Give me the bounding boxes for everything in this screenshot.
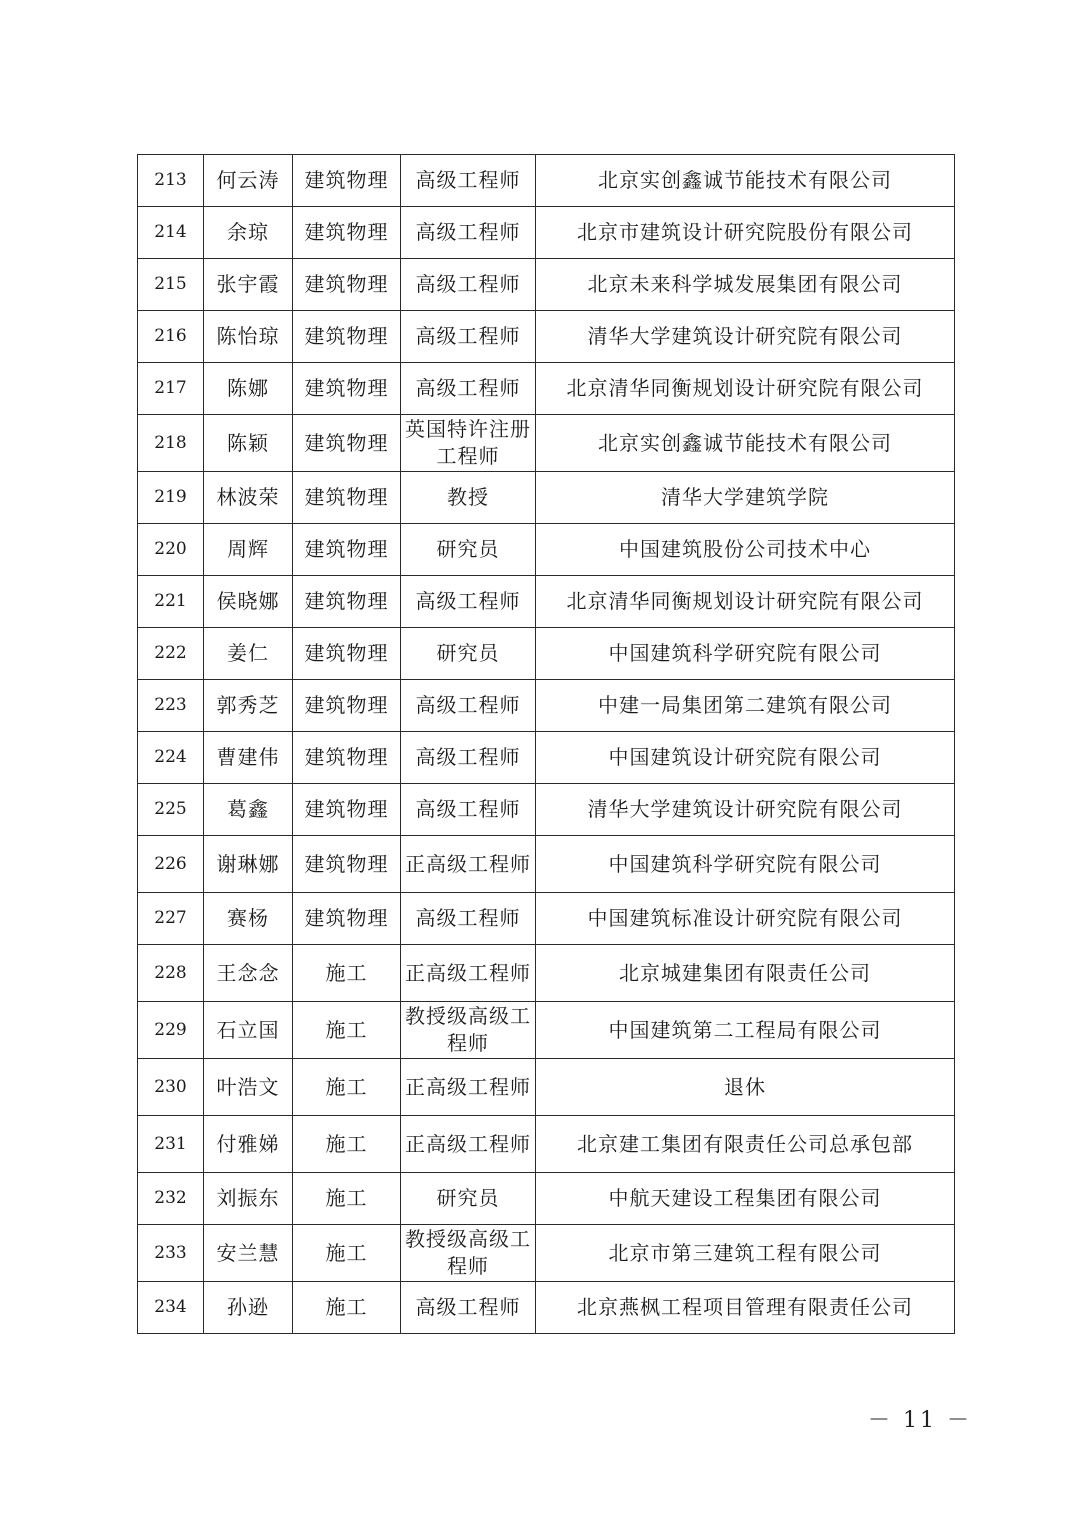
specialty-field: 建筑物理 <box>293 363 401 415</box>
professional-title: 正高级工程师 <box>401 836 536 893</box>
professional-title: 高级工程师 <box>401 576 536 628</box>
row-number: 231 <box>138 1116 204 1173</box>
row-number: 229 <box>138 1002 204 1059</box>
organization: 北京市第三建筑工程有限公司 <box>536 1225 955 1282</box>
row-number: 226 <box>138 836 204 893</box>
person-name: 付雅娣 <box>204 1116 293 1173</box>
roster-table-body <box>138 155 955 1334</box>
person-name: 安兰慧 <box>204 1225 293 1282</box>
table-row <box>138 1116 955 1173</box>
person-name: 林波荣 <box>204 472 293 524</box>
professional-title: 高级工程师 <box>401 1282 536 1334</box>
professional-title: 英国特许注册工程师 <box>401 415 536 472</box>
specialty-field: 建筑物理 <box>293 259 401 311</box>
table-row <box>138 1173 955 1225</box>
organization: 北京清华同衡规划设计研究院有限公司 <box>536 363 955 415</box>
professional-title: 正高级工程师 <box>401 1116 536 1173</box>
professional-title: 教授级高级工程师 <box>401 1002 536 1059</box>
organization: 中国建筑设计研究院有限公司 <box>536 732 955 784</box>
row-number: 230 <box>138 1059 204 1116</box>
organization: 北京市建筑设计研究院股份有限公司 <box>536 207 955 259</box>
specialty-field: 建筑物理 <box>293 524 401 576</box>
table-row <box>138 363 955 415</box>
table-row <box>138 311 955 363</box>
table-row <box>138 628 955 680</box>
organization: 北京实创鑫诚节能技术有限公司 <box>536 155 955 207</box>
professional-title: 高级工程师 <box>401 259 536 311</box>
row-number: 233 <box>138 1225 204 1282</box>
person-name: 石立国 <box>204 1002 293 1059</box>
specialty-field: 施工 <box>293 1002 401 1059</box>
table-row <box>138 1225 955 1282</box>
row-number: 232 <box>138 1173 204 1225</box>
table-row <box>138 415 955 472</box>
table-row <box>138 1282 955 1334</box>
person-name: 陈娜 <box>204 363 293 415</box>
professional-title: 高级工程师 <box>401 311 536 363</box>
professional-title: 教授级高级工程师 <box>401 1225 536 1282</box>
specialty-field: 施工 <box>293 1282 401 1334</box>
row-number: 223 <box>138 680 204 732</box>
row-number: 217 <box>138 363 204 415</box>
specialty-field: 施工 <box>293 1173 401 1225</box>
row-number: 224 <box>138 732 204 784</box>
person-name: 郭秀芝 <box>204 680 293 732</box>
specialty-field: 施工 <box>293 945 401 1002</box>
specialty-field: 建筑物理 <box>293 893 401 945</box>
row-number: 216 <box>138 311 204 363</box>
table-row <box>138 893 955 945</box>
organization: 中建一局集团第二建筑有限公司 <box>536 680 955 732</box>
person-name: 余琼 <box>204 207 293 259</box>
professional-title: 正高级工程师 <box>401 1059 536 1116</box>
row-number: 228 <box>138 945 204 1002</box>
row-number: 213 <box>138 155 204 207</box>
organization: 中国建筑标准设计研究院有限公司 <box>536 893 955 945</box>
organization: 北京建工集团有限责任公司总承包部 <box>536 1116 955 1173</box>
table-row <box>138 784 955 836</box>
specialty-field: 建筑物理 <box>293 415 401 472</box>
table-row <box>138 259 955 311</box>
person-name: 赛杨 <box>204 893 293 945</box>
row-number: 234 <box>138 1282 204 1334</box>
specialty-field: 建筑物理 <box>293 472 401 524</box>
person-name: 刘振东 <box>204 1173 293 1225</box>
table-row <box>138 576 955 628</box>
organization: 清华大学建筑学院 <box>536 472 955 524</box>
row-number: 221 <box>138 576 204 628</box>
specialty-field: 建筑物理 <box>293 784 401 836</box>
professional-title: 研究员 <box>401 628 536 680</box>
organization: 中国建筑第二工程局有限公司 <box>536 1002 955 1059</box>
person-name: 王念念 <box>204 945 293 1002</box>
professional-title: 高级工程师 <box>401 680 536 732</box>
organization: 清华大学建筑设计研究院有限公司 <box>536 311 955 363</box>
organization: 北京城建集团有限责任公司 <box>536 945 955 1002</box>
specialty-field: 建筑物理 <box>293 680 401 732</box>
organization: 清华大学建筑设计研究院有限公司 <box>536 784 955 836</box>
specialty-field: 施工 <box>293 1059 401 1116</box>
professional-title: 研究员 <box>401 524 536 576</box>
row-number: 215 <box>138 259 204 311</box>
organization: 退休 <box>536 1059 955 1116</box>
person-name: 陈怡琼 <box>204 311 293 363</box>
person-name: 姜仁 <box>204 628 293 680</box>
organization: 中国建筑科学研究院有限公司 <box>536 836 955 893</box>
person-name: 葛鑫 <box>204 784 293 836</box>
table-row <box>138 1059 955 1116</box>
professional-title: 教授 <box>401 472 536 524</box>
row-number: 218 <box>138 415 204 472</box>
organization: 北京实创鑫诚节能技术有限公司 <box>536 415 955 472</box>
organization: 中国建筑科学研究院有限公司 <box>536 628 955 680</box>
professional-title: 高级工程师 <box>401 732 536 784</box>
professional-title: 研究员 <box>401 1173 536 1225</box>
specialty-field: 建筑物理 <box>293 628 401 680</box>
table-row <box>138 155 955 207</box>
professional-title: 高级工程师 <box>401 207 536 259</box>
table-row <box>138 524 955 576</box>
table-row <box>138 945 955 1002</box>
person-name: 陈颖 <box>204 415 293 472</box>
person-name: 孙逊 <box>204 1282 293 1334</box>
row-number: 219 <box>138 472 204 524</box>
row-number: 220 <box>138 524 204 576</box>
table-row <box>138 1002 955 1059</box>
professional-title: 正高级工程师 <box>401 945 536 1002</box>
professional-title: 高级工程师 <box>401 893 536 945</box>
person-name: 何云涛 <box>204 155 293 207</box>
specialty-field: 建筑物理 <box>293 836 401 893</box>
specialty-field: 建筑物理 <box>293 732 401 784</box>
organization: 中航天建设工程集团有限公司 <box>536 1173 955 1225</box>
person-name: 曹建伟 <box>204 732 293 784</box>
organization: 北京燕枫工程项目管理有限责任公司 <box>536 1282 955 1334</box>
specialty-field: 施工 <box>293 1116 401 1173</box>
organization: 中国建筑股份公司技术中心 <box>536 524 955 576</box>
professional-title: 高级工程师 <box>401 363 536 415</box>
roster-table <box>137 154 955 1334</box>
row-number: 222 <box>138 628 204 680</box>
person-name: 谢琳娜 <box>204 836 293 893</box>
specialty-field: 建筑物理 <box>293 155 401 207</box>
organization: 北京未来科学城发展集团有限公司 <box>536 259 955 311</box>
specialty-field: 建筑物理 <box>293 207 401 259</box>
table-row <box>138 472 955 524</box>
professional-title: 高级工程师 <box>401 784 536 836</box>
person-name: 侯晓娜 <box>204 576 293 628</box>
table-row <box>138 207 955 259</box>
page-number: － 11 － <box>868 1408 972 1433</box>
specialty-field: 施工 <box>293 1225 401 1282</box>
table-row <box>138 836 955 893</box>
person-name: 周辉 <box>204 524 293 576</box>
person-name: 张宇霞 <box>204 259 293 311</box>
professional-title: 高级工程师 <box>401 155 536 207</box>
row-number: 227 <box>138 893 204 945</box>
row-number: 214 <box>138 207 204 259</box>
organization: 北京清华同衡规划设计研究院有限公司 <box>536 576 955 628</box>
table-row <box>138 732 955 784</box>
table-row <box>138 680 955 732</box>
person-name: 叶浩文 <box>204 1059 293 1116</box>
specialty-field: 建筑物理 <box>293 311 401 363</box>
specialty-field: 建筑物理 <box>293 576 401 628</box>
row-number: 225 <box>138 784 204 836</box>
